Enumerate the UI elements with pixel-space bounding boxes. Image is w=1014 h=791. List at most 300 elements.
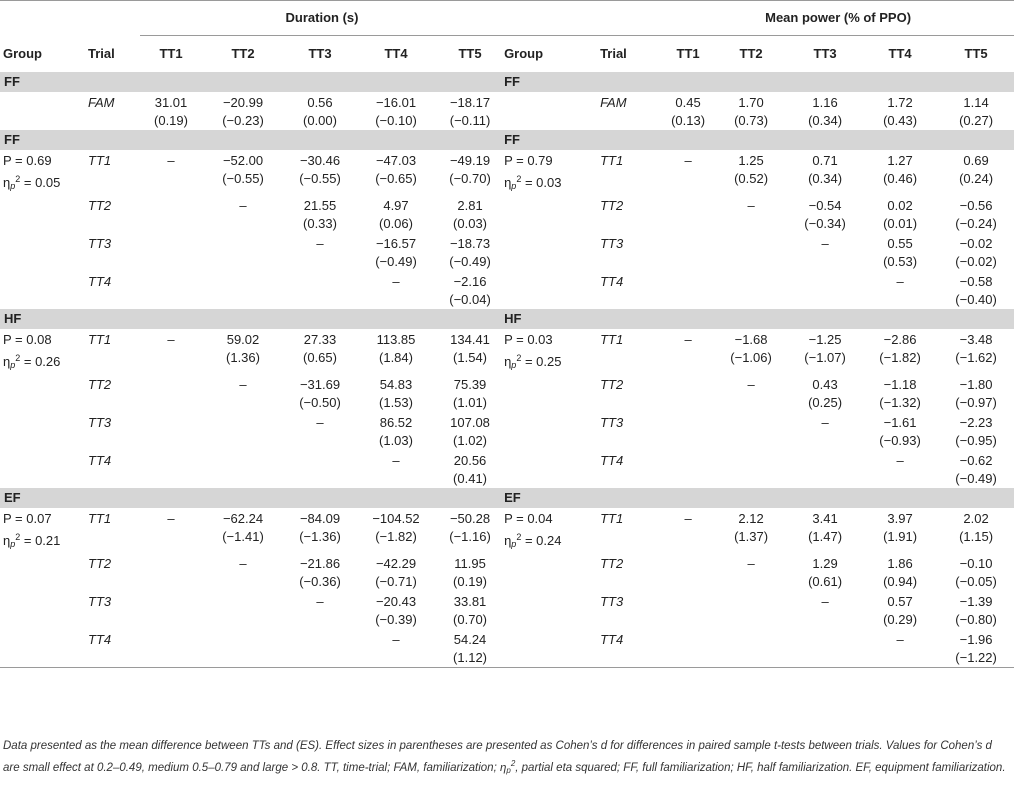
trial-label-left: TT4 xyxy=(88,629,140,668)
eta-sub: p xyxy=(511,181,517,191)
effect-size: (0.73) xyxy=(734,113,769,128)
effect-size: (1.84) xyxy=(379,350,413,365)
trial-label-right: TT1 xyxy=(600,332,624,347)
effect-size: (0.34) xyxy=(808,171,843,186)
effect-size: (−0.80) xyxy=(955,612,997,627)
duration-cell xyxy=(356,233,436,271)
tt2-col-header-right: TT2 xyxy=(739,46,763,61)
trial-label-right: TT1 xyxy=(600,511,624,526)
power-cell xyxy=(938,412,1014,450)
mean-diff: – xyxy=(316,594,324,609)
power-cell xyxy=(714,329,788,374)
effect-size: (0.03) xyxy=(453,216,488,231)
tt4-col-header-right: TT4 xyxy=(888,46,912,61)
duration-cell xyxy=(284,629,356,668)
table-row xyxy=(0,92,1014,130)
mean-diff: −0.58 xyxy=(959,274,993,289)
eta-value: = 0.03 xyxy=(521,175,562,190)
power-cell xyxy=(662,508,714,553)
mean-diff: 2.81 xyxy=(457,198,483,213)
mean-diff: – xyxy=(239,377,247,392)
mean-diff: −1.68 xyxy=(734,332,768,347)
header-row-top xyxy=(0,1,1014,36)
group-band-hf xyxy=(0,309,1014,329)
eta-right xyxy=(504,170,600,195)
mean-diff: 2.12 xyxy=(738,511,764,526)
group-stats-left xyxy=(0,450,88,488)
p-value-left: P = 0.07 xyxy=(3,511,52,526)
power-cell xyxy=(788,150,862,195)
power-cell xyxy=(662,412,714,450)
mean-diff: 134.41 xyxy=(450,332,490,347)
power-cell xyxy=(662,150,714,195)
power-cell xyxy=(862,92,938,130)
group-label-left: EF xyxy=(0,488,504,508)
mean-diff: −2.16 xyxy=(453,274,487,289)
effect-size: (−1.22) xyxy=(955,650,997,665)
power-cell xyxy=(662,374,714,412)
effect-size: (0.19) xyxy=(154,113,188,128)
table-row xyxy=(0,553,1014,591)
duration-cell xyxy=(202,374,284,412)
duration-cell xyxy=(140,629,202,668)
power-cell xyxy=(938,629,1014,668)
duration-cell xyxy=(202,195,284,233)
group-stats-left xyxy=(0,591,88,629)
mean-diff: −0.10 xyxy=(959,556,993,571)
mean-diff: −18.73 xyxy=(449,236,491,251)
duration-cell xyxy=(436,629,504,668)
duration-cell xyxy=(284,92,356,130)
duration-cell xyxy=(356,629,436,668)
effect-size: (0.46) xyxy=(883,171,918,186)
effect-size: (−0.65) xyxy=(375,171,417,186)
trial-col-header-right: Trial xyxy=(600,46,627,61)
power-cell xyxy=(662,629,714,668)
power-cell xyxy=(714,553,788,591)
power-cell xyxy=(862,450,938,488)
mean-diff: – xyxy=(821,236,829,251)
table-row xyxy=(0,233,1014,271)
footnote-text-2: , partial eta squared; FF, full familiarization; HF, half familiarization. EF, equipment familiarization. xyxy=(515,762,1006,774)
effect-size: (1.02) xyxy=(453,433,488,448)
mean-diff: 1.72 xyxy=(887,95,913,110)
tt1-col-header-left: TT1 xyxy=(159,46,183,61)
power-cell xyxy=(788,553,862,591)
group-stats-left xyxy=(0,92,88,130)
effect-size: (1.01) xyxy=(453,395,488,410)
group-stats-left xyxy=(0,195,88,233)
group-band-ff xyxy=(0,130,1014,150)
mean-diff: 3.97 xyxy=(887,511,913,526)
group-stats-left xyxy=(0,508,88,553)
effect-size: (0.00) xyxy=(303,113,337,128)
duration-cell xyxy=(140,591,202,629)
trial-label-left: FAM xyxy=(88,95,115,110)
table-footnote xyxy=(3,738,1011,779)
duration-cell xyxy=(202,591,284,629)
effect-size: (1.54) xyxy=(453,350,488,365)
mean-diff: −1.61 xyxy=(883,415,917,430)
table-row xyxy=(0,508,1014,553)
group-col-header-right: Group xyxy=(504,46,544,61)
mean-diff: −0.02 xyxy=(959,236,993,251)
duration-cell xyxy=(140,374,202,412)
mean-diff: – xyxy=(896,453,904,468)
effect-size: (−0.49) xyxy=(375,254,417,269)
footnote-text-1: Data presented as the mean difference between TTs and (ES). Effect sizes in parentheses are presented as Cohen’s d for differences in paired sample t-tests between trials. Values for Cohen’s d are small effect at 0.2–0.49, medium 0.5–0.79 and large > 0.8. TT, time-trial; FAM, familiarization; xyxy=(3,740,992,774)
table-row xyxy=(0,271,1014,309)
effect-size: (1.36) xyxy=(226,350,260,365)
power-cell xyxy=(788,591,862,629)
duration-cell xyxy=(284,412,356,450)
mean-diff: −31.69 xyxy=(299,377,341,392)
effect-size: (0.65) xyxy=(303,350,337,365)
power-cell xyxy=(938,553,1014,591)
group-col-header-left: Group xyxy=(3,45,42,61)
group-stats-right xyxy=(504,329,600,374)
group-label-right: HF xyxy=(504,309,1014,329)
effect-size: (0.13) xyxy=(671,113,706,128)
effect-size: (−0.34) xyxy=(804,216,846,231)
mean-diff: −21.86 xyxy=(299,556,341,571)
effect-size: (−1.82) xyxy=(879,350,921,365)
mean-diff: 0.69 xyxy=(963,153,989,168)
duration-cell xyxy=(356,374,436,412)
effect-size: (−1.41) xyxy=(222,529,264,544)
power-cell xyxy=(938,150,1014,195)
eta-sub: p xyxy=(511,539,517,549)
group-stats-left xyxy=(0,329,88,374)
duration-cell xyxy=(436,92,504,130)
mean-diff: −50.28 xyxy=(449,511,491,526)
duration-cell xyxy=(140,92,202,130)
eta-sup: 2 xyxy=(516,353,522,363)
mean-diff: −1.80 xyxy=(959,377,993,392)
effect-size: (−0.95) xyxy=(955,433,997,448)
group-label-left: FF xyxy=(0,72,504,92)
effect-size: (−1.06) xyxy=(730,350,772,365)
mean-diff: 4.97 xyxy=(383,198,409,213)
mean-diff: – xyxy=(316,415,324,430)
effect-size: (−0.93) xyxy=(879,433,921,448)
mean-diff: – xyxy=(392,453,400,468)
duration-cell xyxy=(284,450,356,488)
mean-diff: – xyxy=(747,377,755,392)
effect-size: (−0.05) xyxy=(955,574,997,589)
eta-value: = 0.21 xyxy=(20,533,61,548)
power-cell xyxy=(714,591,788,629)
mean-diff: – xyxy=(392,632,400,647)
duration-cell xyxy=(436,553,504,591)
trial-label-right: TT3 xyxy=(600,415,624,430)
mean-diff: – xyxy=(821,594,829,609)
group-stats-right xyxy=(504,591,600,629)
eta-sup: 2 xyxy=(516,174,522,184)
effect-size: (0.53) xyxy=(883,254,918,269)
eta-sub: p xyxy=(10,181,16,191)
table-row xyxy=(0,450,1014,488)
group-band-fam xyxy=(0,72,1014,92)
effect-size: (−1.16) xyxy=(449,529,491,544)
eta-sub: p xyxy=(10,539,16,549)
mean-diff: −16.57 xyxy=(375,236,417,251)
duration-cell xyxy=(284,374,356,412)
effect-size: (1.91) xyxy=(883,529,918,544)
group-stats-left xyxy=(0,271,88,309)
group-stats-right xyxy=(504,629,600,668)
mean-diff: – xyxy=(747,198,755,213)
effect-size: (−0.10) xyxy=(375,113,417,128)
effect-size: (0.19) xyxy=(453,574,488,589)
group-stats-right xyxy=(504,450,600,488)
group-stats-left xyxy=(0,412,88,450)
effect-size: (−0.40) xyxy=(955,292,997,307)
effect-size: (−0.55) xyxy=(222,171,264,186)
power-cell xyxy=(662,92,714,130)
effect-size: (−1.07) xyxy=(804,350,846,365)
duration-cell xyxy=(202,508,284,553)
power-cell xyxy=(788,629,862,668)
duration-cell xyxy=(356,92,436,130)
effect-size: (−0.02) xyxy=(955,254,997,269)
mean-diff: −2.23 xyxy=(959,415,993,430)
power-cell xyxy=(862,271,938,309)
eta-sup: 2 xyxy=(516,532,522,542)
mean-diff: 59.02 xyxy=(226,332,260,347)
duration-cell xyxy=(140,150,202,195)
effect-size: (0.29) xyxy=(883,612,918,627)
group-stats-right xyxy=(504,412,600,450)
mean-diff: 1.86 xyxy=(887,556,913,571)
eta-symbol: η xyxy=(3,354,11,369)
group-stats-right xyxy=(504,92,600,130)
mean-diff: – xyxy=(821,415,829,430)
effect-size: (1.03) xyxy=(379,433,413,448)
power-cell xyxy=(938,271,1014,309)
power-cell xyxy=(714,508,788,553)
mean-diff: 3.41 xyxy=(812,511,838,526)
duration-cell xyxy=(356,150,436,195)
mean-diff: – xyxy=(316,236,324,251)
duration-cell xyxy=(202,329,284,374)
power-cell xyxy=(862,233,938,271)
mean-diff: 1.27 xyxy=(887,153,913,168)
effect-size: (0.94) xyxy=(883,574,918,589)
mean-diff: −1.96 xyxy=(959,632,993,647)
p-value-left: P = 0.69 xyxy=(3,153,52,168)
eta-value: = 0.25 xyxy=(521,354,562,369)
mean-diff: 1.14 xyxy=(963,95,989,110)
group-stats-right xyxy=(504,374,600,412)
group-label-right: FF xyxy=(504,130,1014,150)
duration-cell xyxy=(284,195,356,233)
trial-label-left: TT1 xyxy=(88,511,112,526)
effect-size: (−0.49) xyxy=(449,254,491,269)
duration-cell xyxy=(202,233,284,271)
eta-symbol: η xyxy=(3,175,11,190)
power-cell xyxy=(662,233,714,271)
duration-cell xyxy=(284,329,356,374)
duration-cell xyxy=(140,450,202,488)
mean-diff: – xyxy=(167,511,175,526)
duration-cell xyxy=(436,271,504,309)
duration-header: Duration (s) xyxy=(140,1,504,36)
effect-size: (−1.62) xyxy=(955,350,997,365)
mean-diff: – xyxy=(239,198,247,213)
mean-diff: – xyxy=(167,332,175,347)
eta-value: = 0.26 xyxy=(20,354,61,369)
duration-cell xyxy=(140,195,202,233)
eta-left xyxy=(3,528,88,553)
trial-label-left: TT4 xyxy=(88,274,112,289)
eta-sub: p xyxy=(10,360,16,370)
mean-diff: 27.33 xyxy=(303,332,337,347)
table-row xyxy=(0,629,1014,668)
mean-diff: 11.95 xyxy=(454,556,486,571)
power-cell xyxy=(862,508,938,553)
effect-size: (−0.24) xyxy=(955,216,997,231)
duration-cell xyxy=(356,553,436,591)
mean-diff: 86.52 xyxy=(379,415,413,430)
eta-symbol: η xyxy=(3,533,11,548)
duration-cell xyxy=(284,271,356,309)
power-cell xyxy=(662,195,714,233)
duration-cell xyxy=(436,150,504,195)
power-cell xyxy=(788,329,862,374)
power-cell xyxy=(938,450,1014,488)
effect-size: (0.34) xyxy=(808,113,843,128)
mean-diff: −0.54 xyxy=(808,198,842,213)
mean-diff: −49.19 xyxy=(449,153,491,168)
eta-left xyxy=(3,170,88,195)
mean-diff: −20.99 xyxy=(222,95,264,110)
table-row xyxy=(0,412,1014,450)
trial-label-left: TT4 xyxy=(88,453,112,468)
power-cell xyxy=(662,329,714,374)
duration-cell xyxy=(202,150,284,195)
power-cell xyxy=(862,591,938,629)
mean-diff: 21.55 xyxy=(303,198,337,213)
mean-diff: −30.46 xyxy=(299,153,341,168)
mean-diff: – xyxy=(896,632,904,647)
mean-diff: – xyxy=(747,556,755,571)
duration-cell xyxy=(284,233,356,271)
tt2-col-header-left: TT2 xyxy=(231,46,255,61)
power-cell xyxy=(938,233,1014,271)
trial-label-left: TT3 xyxy=(88,594,112,609)
mean-diff: −84.09 xyxy=(299,511,341,526)
duration-cell xyxy=(356,450,436,488)
effect-size: (−0.23) xyxy=(222,113,264,128)
eta-value: = 0.24 xyxy=(521,533,562,548)
power-cell xyxy=(862,329,938,374)
power-header: Mean power (% of PPO) xyxy=(662,1,1014,36)
mean-diff: 20.56 xyxy=(453,453,487,468)
effect-size: (0.24) xyxy=(959,171,994,186)
effect-size: (1.37) xyxy=(734,529,769,544)
duration-cell xyxy=(436,195,504,233)
trial-label-left: TT1 xyxy=(88,153,112,168)
mean-diff: 0.56 xyxy=(307,95,333,110)
group-stats-right xyxy=(504,150,600,195)
effect-size: (0.70) xyxy=(453,612,488,627)
mean-diff: 1.70 xyxy=(738,95,764,110)
power-cell xyxy=(938,195,1014,233)
group-stats-right xyxy=(504,553,600,591)
trial-label-right: TT3 xyxy=(600,594,624,609)
mean-diff: – xyxy=(684,511,692,526)
power-cell xyxy=(788,233,862,271)
duration-cell xyxy=(202,553,284,591)
power-cell xyxy=(862,412,938,450)
trial-col-header-left: Trial xyxy=(88,45,115,61)
effect-size: (−0.55) xyxy=(299,171,341,186)
effect-size: (−1.32) xyxy=(879,395,921,410)
power-cell xyxy=(862,195,938,233)
duration-cell xyxy=(202,450,284,488)
effect-size: (−0.70) xyxy=(449,171,491,186)
mean-diff: −52.00 xyxy=(222,153,264,168)
trial-label-left: TT3 xyxy=(88,415,112,430)
duration-cell xyxy=(436,450,504,488)
effect-size: (1.53) xyxy=(379,395,413,410)
eta-value: = 0.05 xyxy=(20,175,61,190)
table-row xyxy=(0,150,1014,195)
duration-cell xyxy=(436,591,504,629)
trial-label-right: TT1 xyxy=(600,153,624,168)
group-stats-right xyxy=(504,271,600,309)
group-stats-left xyxy=(0,553,88,591)
duration-cell xyxy=(436,412,504,450)
effect-size: (0.01) xyxy=(883,216,918,231)
tt4-col-header-left: TT4 xyxy=(384,46,408,61)
mean-diff: 0.71 xyxy=(812,153,838,168)
effect-size: (0.61) xyxy=(808,574,843,589)
table-row xyxy=(0,374,1014,412)
effect-size: (−0.36) xyxy=(299,574,341,589)
mean-diff: −20.43 xyxy=(375,594,417,609)
trial-label-right: TT2 xyxy=(600,198,624,213)
duration-cell xyxy=(356,329,436,374)
group-label-right: EF xyxy=(504,488,1014,508)
mean-diff: −42.29 xyxy=(375,556,417,571)
tt5-col-header-left: TT5 xyxy=(458,46,482,61)
duration-cell xyxy=(436,374,504,412)
power-cell xyxy=(862,374,938,412)
duration-cell xyxy=(436,508,504,553)
trial-label-right: TT4 xyxy=(600,274,624,289)
effect-size: (1.12) xyxy=(453,650,488,665)
p-value-right: P = 0.03 xyxy=(504,332,553,347)
eta-right xyxy=(504,528,600,553)
duration-cell xyxy=(436,233,504,271)
group-stats-left xyxy=(0,150,88,195)
effect-size: (1.47) xyxy=(808,529,843,544)
group-band-ef xyxy=(0,488,1014,508)
eta-right xyxy=(504,349,600,374)
group-stats-right xyxy=(504,233,600,271)
group-label-left: HF xyxy=(0,309,504,329)
mean-diff: 31.01 xyxy=(154,95,188,110)
mean-diff: 0.55 xyxy=(887,236,913,251)
eta-symbol: η xyxy=(504,533,512,548)
duration-cell xyxy=(356,195,436,233)
power-cell xyxy=(788,450,862,488)
eta-symbol: η xyxy=(504,354,512,369)
mean-diff: – xyxy=(684,153,692,168)
effect-size: (0.52) xyxy=(734,171,769,186)
